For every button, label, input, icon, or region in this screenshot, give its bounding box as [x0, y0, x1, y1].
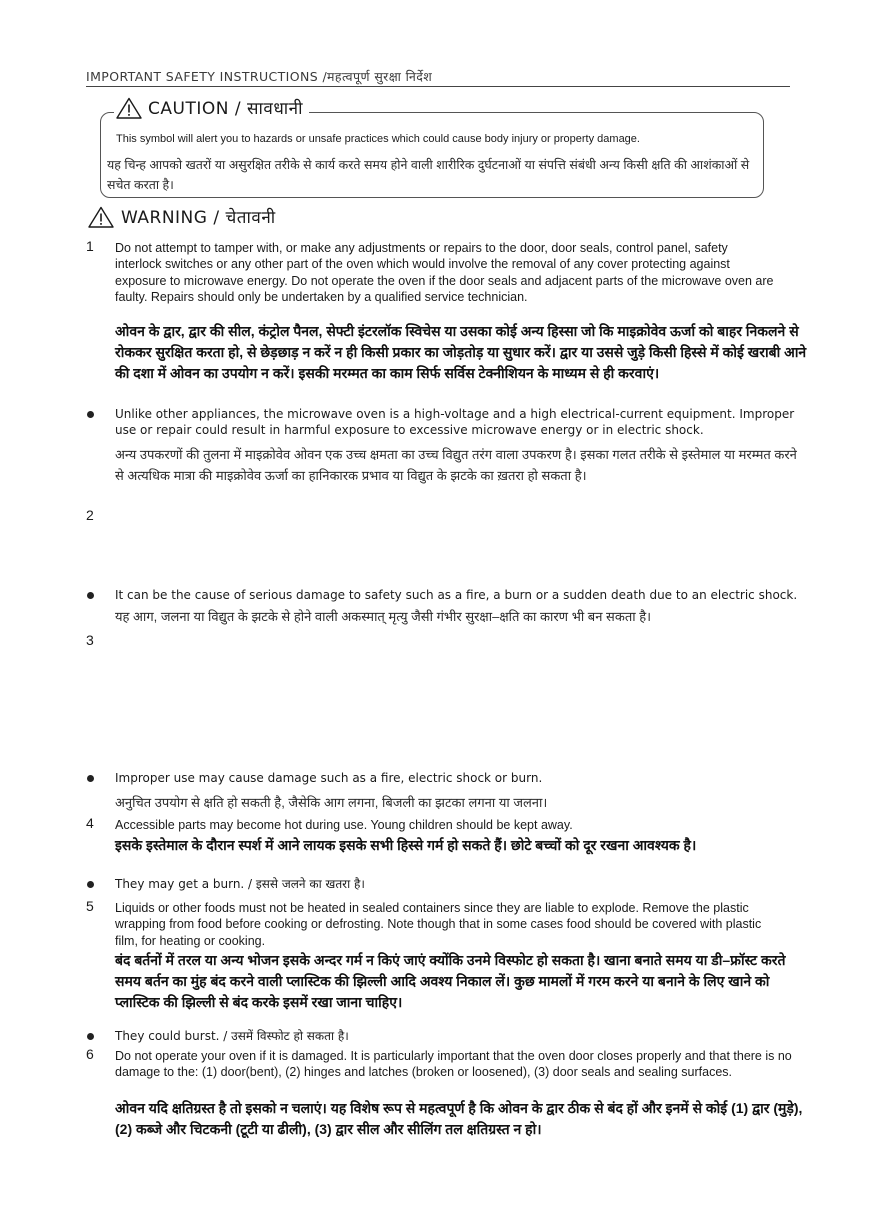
item-number: 1 — [86, 238, 94, 254]
caution-text-en: This symbol will alert you to hazards or unsafe practices which could cause body injury or property damage. — [116, 133, 640, 145]
bullet-dot — [87, 881, 94, 888]
caution-text-hi: यह चिन्ह आपको खतरों या असुरक्षित तरीके से कार्य करते समय होने वाली शारीरिक दुर्घटनाओं या संपत्ति संबंधी अन्य किसी क्षति की आशंकाओं से सचेत करता है। — [107, 158, 750, 192]
item-text-hi: इसके इस्तेमाल के दौरान स्पर्श में आने लायक इसके सभी हिस्से गर्म हो सकते हैं। छोटे बच्चों को दूर रखना आवश्यक है। — [115, 837, 697, 853]
bullet-dot — [87, 411, 94, 418]
bullet-text-en: It can be the cause of serious damage to safety such as a fire, a burn or a sudden death due to an electric shock. — [115, 588, 798, 602]
bullet-text-hi: यह आग, जलना या विद्युत के झटके से होने वाली अकस्मात् मृत्यु जैसी गंभीर सुरक्षा–क्षति का कारण भी बन सकता है। — [115, 609, 652, 624]
item-text-en: Do not attempt to tamper with, or make any adjustments or repairs to the door, door seals, control panel, safety interlock switches or any other part of the oven which would involve the removal of any cover protecting against exposure to microwave energy. Do not operate the oven if the door seals and adjacent parts of the microwave oven are faulty. Repairs should only be undertaken by a qualified service technician. — [115, 241, 774, 304]
item-text-en: Liquids or other foods must not be heated in sealed containers since they are liable to explode. Remove the plastic wrapping from food before cooking or defrosting. Note though that in some cases food should be covered with plastic film, for heating or cooking. — [115, 901, 762, 948]
warning-title — [88, 205, 276, 228]
bullet-text: They may get a burn. / इससे जलने का खतरा है। — [115, 877, 365, 891]
item-number: 5 — [86, 898, 94, 914]
bullet-dot — [87, 592, 94, 599]
item-number: 4 — [86, 815, 94, 831]
bullet-text-hi: अन्य उपकरणों की तुलना में माइक्रोवेव ओवन एक उच्च क्षमता का उच्च विद्युत तरंग वाला उपकरण है। इसका गलत तरीके से इस्तेमाल या मरम्मत करने से अत्यधिक मात्रा की माइक्रोवेव ऊर्जा का हानिकारक प्रभाव या विद्युत के झटके का ख़तरा हो सकता है। — [115, 447, 797, 483]
header-rule — [86, 86, 790, 87]
bullet-text-en: Unlike other appliances, the microwave oven is a high-voltage and a high electrical-current equipment. Improper use or repair could result in harmful exposure to excessive microwave energy or in electric shock. — [115, 407, 795, 437]
item-text-en: Do not operate your oven if it is damaged. It is particularly important that the oven door closes properly and that there is no damage to the: (1) door(bent), (2) hinges and latches (broken or loosened), (3) door seals and sealing surfaces. — [115, 1049, 792, 1080]
bullet-text: They could burst. / उसमें विस्फोट हो सकता है। — [115, 1029, 349, 1043]
item-number: 6 — [86, 1046, 94, 1062]
item-text-hi: ओवन के द्वार, द्वार की सील, कंट्रोल पैनल, सेफ्टी इंटरलॉक स्विचेस या उसका कोई अन्य हिस्सा जो कि माइक्रोवेव ऊर्जा को बाहर निकलने से रोककर सुरक्षित करता हो, से छेड़छाड़ न करें न ही किसी प्रकार का जोड़तोड़ या सुधार करें। द्वार या उससे जुड़े किसी हिस्से में कोई खराबी आने की दशा में ओवन का उपयोग न करें। इसकी मरम्मत का काम सिर्फ सर्विस टेक्नीशियन के माध्यम से ही करवाएं। — [115, 323, 807, 381]
caution-title-text: CAUTION / सावधानी — [148, 99, 304, 119]
warning-triangle-icon — [88, 206, 114, 228]
warning-triangle-icon — [116, 97, 142, 119]
item-number: 3 — [86, 632, 94, 648]
bullet-dot — [87, 775, 94, 782]
bullet-text-hi: अनुचित उपयोग से क्षति हो सकती है, जैसेकि आग लगना, बिजली का झटका लगना या जलना। — [115, 795, 548, 810]
caution-title — [114, 96, 309, 119]
item-number: 2 — [86, 507, 94, 523]
warning-title-text: WARNING / चेतावनी — [121, 208, 276, 228]
item-text-hi: बंद बर्तनों में तरल या अन्य भोजन इसके अन्दर गर्म न किएं जाएं क्योंकि उनमे विस्फोट हो सकता है। खाना बनाते समय या डी–फ्रॉस्ट करते समय बर्तन का मुंह बंद करने वाली प्लास्टिक की झिल्ली आदि अवश्य निकाल लें। कुछ मामलों में गरम करने या बनाने के लिए खाने को प्लास्टिक की झिल्ली से बंद करके इसमें रखा जाना चाहिए। — [115, 952, 786, 1010]
item-text-en: Accessible parts may become hot during use. Young children should be kept away. — [115, 818, 573, 832]
bullet-dot — [87, 1033, 94, 1040]
bullet-text-en: Improper use may cause damage such as a fire, electric shock or burn. — [115, 771, 543, 785]
item-text-hi: ओवन यदि क्षतिग्रस्त है तो इसको न चलाएं। यह विशेष रूप से महत्वपूर्ण है कि ओवन के द्वार ठीक से बंद हों और इनमें से कोई (1) द्वार (मुड़े), (2) कब्जे और चिटकनी (टूटी या ढीली), (3) द्वार सील और सीलिंग तल क्षतिग्रस्त न हो। — [115, 1100, 803, 1137]
section-header: IMPORTANT SAFETY INSTRUCTIONS /महत्वपूर्ण सुरक्षा निर्देश — [86, 69, 433, 84]
